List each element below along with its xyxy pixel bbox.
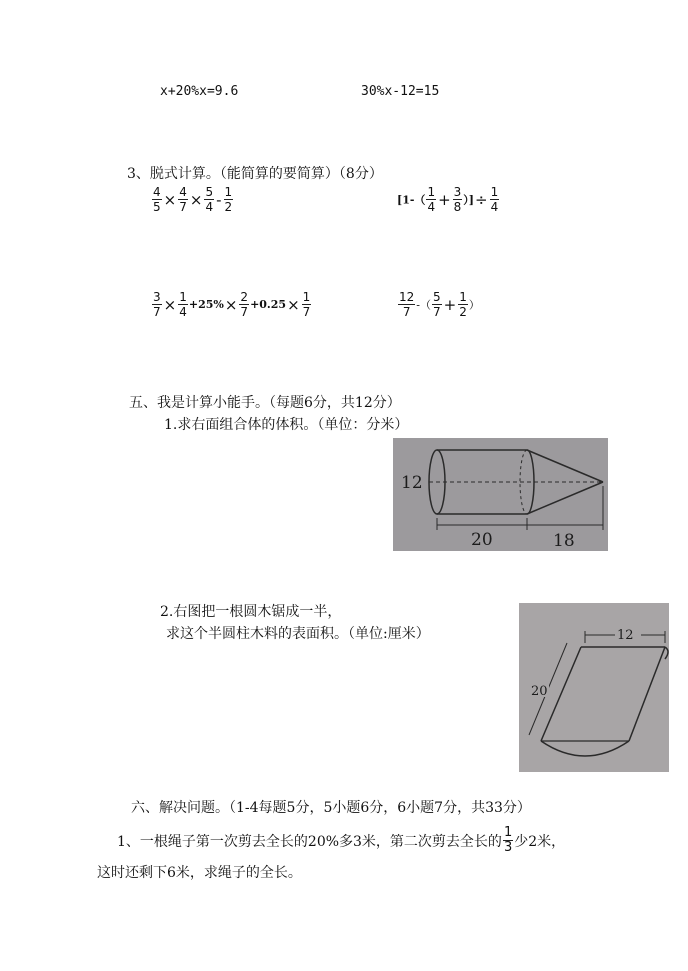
times-sign: × (224, 295, 238, 314)
plus-percent: +25% (188, 298, 224, 311)
fraction: $\frac{1}{2}$ (224, 185, 233, 214)
problem-3-2 (397, 185, 500, 214)
fraction: $\frac{2}{7}$ (240, 290, 249, 319)
minus-bracket: -（ (416, 298, 431, 312)
times-sign: × (287, 295, 300, 314)
problem-3-1 (151, 185, 234, 214)
fraction: $\frac{5}{7}$ (433, 290, 441, 319)
bracket-close: ）] (463, 193, 475, 207)
question-6-1-text: 1、一根绳子第一次剪去全长的20%多3米，第二次剪去全长的 (117, 833, 502, 850)
minus-sign: - (216, 190, 222, 209)
fraction: $\frac{12}{7}$ (399, 290, 415, 319)
question-6-1 (117, 826, 565, 855)
problem-3-3 (151, 290, 312, 319)
question-6-1-text-end: 少2米， (514, 833, 566, 850)
fraction: $\frac{1}{7}$ (302, 290, 311, 319)
bracket-close: ） (468, 298, 480, 312)
bracket-open: [1-（ (397, 193, 426, 207)
question-5-2-line1: 2.右图把一根圆木锯成一半， (160, 604, 342, 620)
figure-half-cylinder (519, 603, 669, 772)
side-length-label: 20 (531, 684, 548, 699)
fraction: $\frac{1}{3}$ (503, 825, 513, 855)
cylinder-cone-drawing (393, 438, 608, 551)
height-label: 12 (401, 473, 423, 493)
problem-3-4 (397, 290, 480, 319)
divide-sign: ÷ (475, 190, 488, 209)
question-5-1: 1.求右面组合体的体积。（单位：分米） (164, 417, 409, 433)
question-6-1-line2: 这时还剩下6米，求绳子的全长。 (97, 865, 302, 881)
plus-decimal: +0.25 (250, 298, 287, 311)
fraction: $\frac{3}{7}$ (153, 290, 161, 319)
cone-length-label: 18 (553, 531, 575, 551)
fraction: $\frac{4}{7}$ (179, 185, 187, 214)
fraction: $\frac{4}{5}$ (153, 185, 161, 214)
top-width-label: 12 (617, 628, 634, 643)
fraction: $\frac{1}{4}$ (490, 185, 499, 214)
section-5-title: 五、我是计算小能手。（每题6分，共12分） (129, 395, 401, 411)
times-sign: × (163, 190, 177, 209)
fraction: $\frac{1}{4}$ (179, 290, 187, 319)
equation-1: x+20%x=9.6 (160, 84, 239, 99)
equation-2: 30%x-12=15 (361, 84, 440, 99)
fraction: $\frac{1}{2}$ (459, 290, 467, 319)
figure-cylinder-cone (393, 438, 608, 551)
times-sign: × (163, 295, 177, 314)
fraction: $\frac{3}{8}$ (453, 185, 462, 214)
section-3-title: 3、脱式计算。（能简算的要简算）（8分） (127, 166, 383, 182)
fraction: $\frac{5}{4}$ (205, 185, 214, 214)
times-sign: × (189, 190, 203, 209)
cylinder-length-label: 20 (471, 530, 493, 550)
fraction: $\frac{1}{4}$ (427, 185, 436, 214)
section-6-title: 六、解决问题。（1-4每题5分，5小题6分，6小题7分，共33分） (131, 800, 531, 816)
question-5-2-line2: 求这个半圆柱木料的表面积。（单位:厘米） (166, 626, 430, 642)
half-cylinder-drawing (519, 603, 669, 772)
plus-sign: + (443, 295, 457, 314)
plus-sign: + (438, 190, 451, 209)
